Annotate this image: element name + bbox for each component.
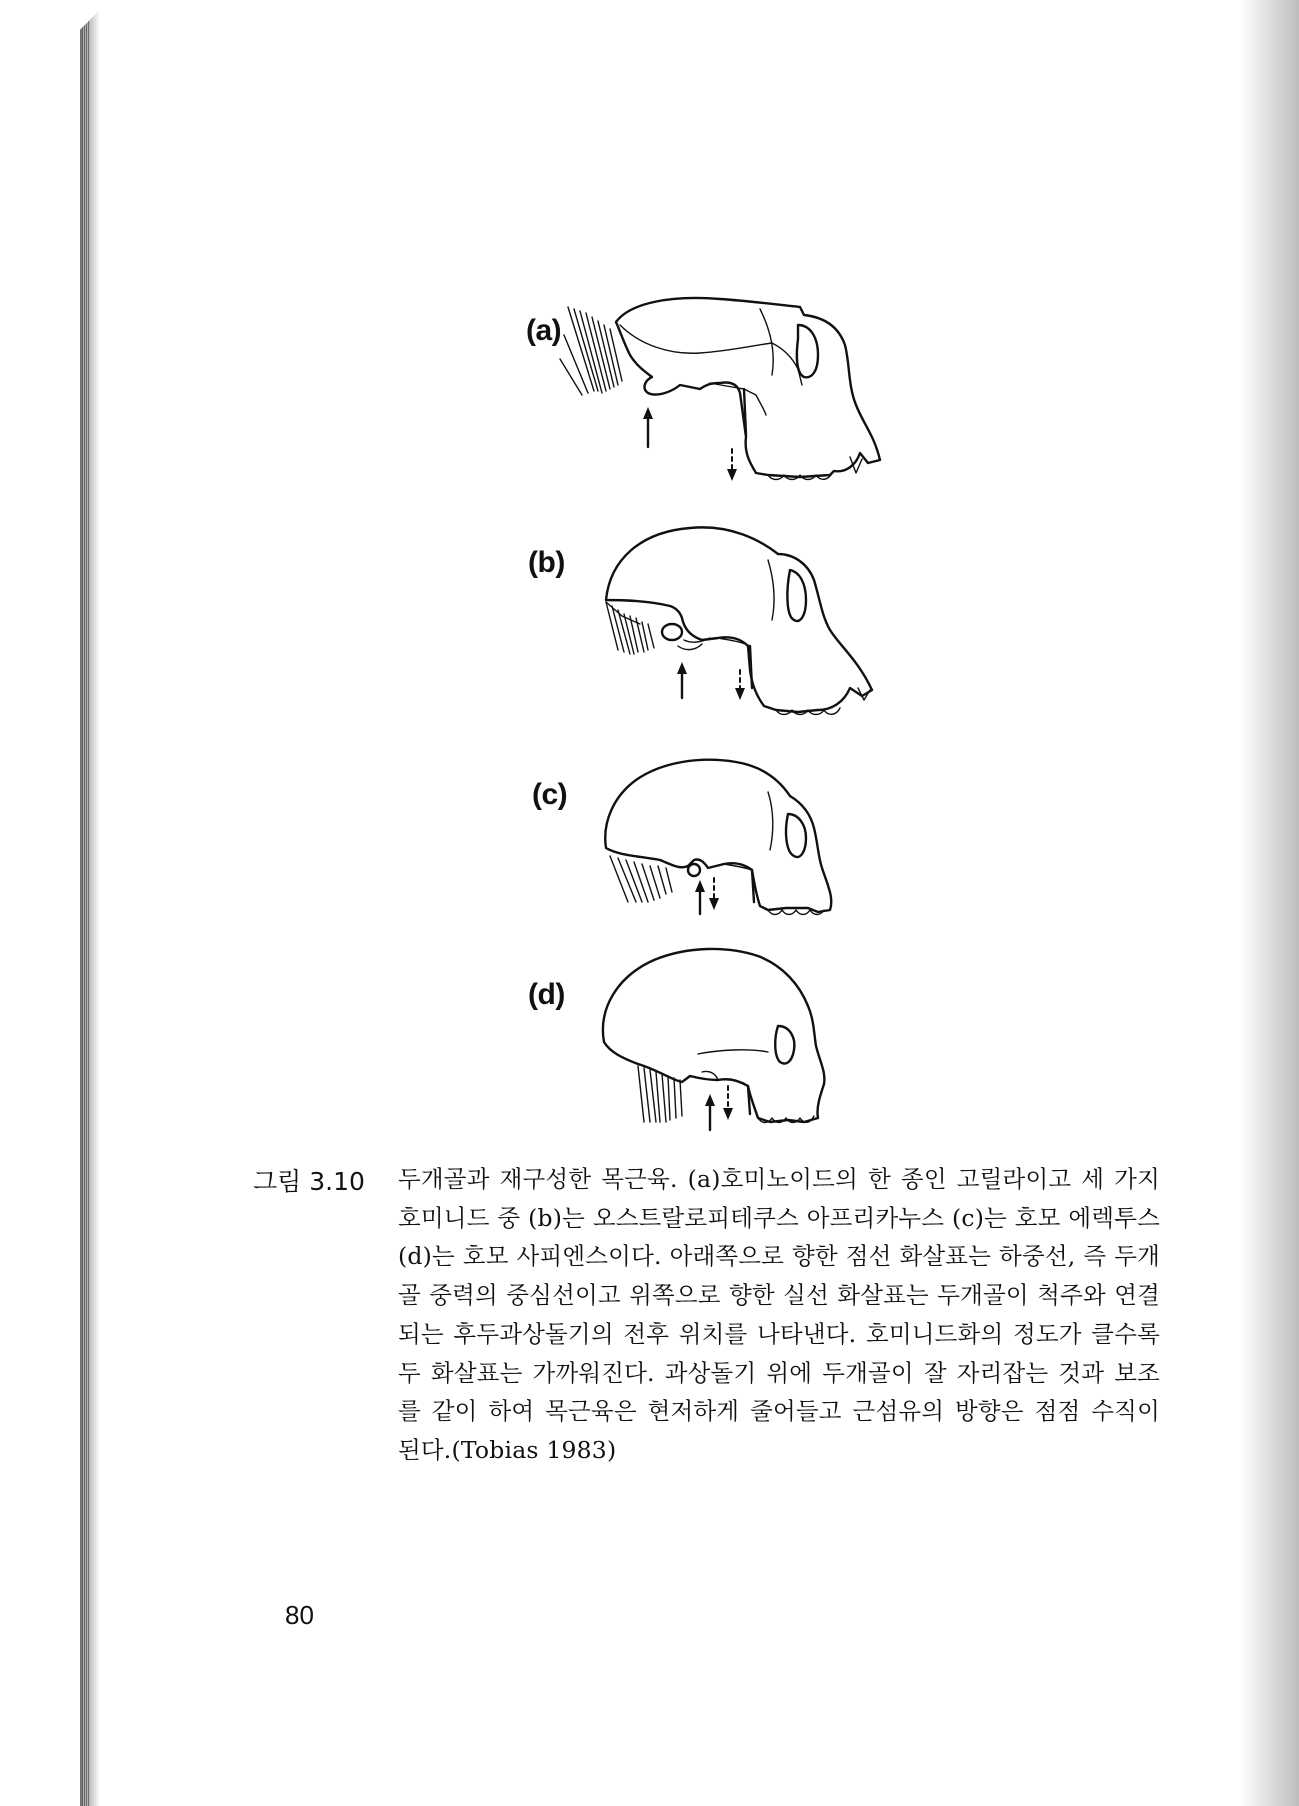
australopithecus-skull-drawing (600, 520, 880, 720)
page-corner (80, 0, 110, 30)
homo-erectus-skull-drawing (600, 752, 840, 927)
panel-b-label: (b) (528, 546, 565, 579)
panel-a-label: (a) (526, 314, 562, 347)
page-stack-lines (82, 0, 90, 1806)
figure-number: 그림 3.10 (253, 1167, 365, 1196)
page-right-shadow (1240, 0, 1299, 1806)
panel-d-label: (d) (528, 978, 565, 1011)
homo-sapiens-skull-drawing (598, 946, 838, 1136)
page-number: 80 (285, 1600, 314, 1630)
gorilla-skull-drawing (560, 285, 880, 495)
figure-caption: 두개골과 재구성한 목근육. (a)호미노이드의 한 종인 고릴라이고 세 가지 호미니드 중 (b)는 오스트랄로피테쿠스 아프리카누스 (c)는 호모 에렉투스 (d)는 호모 사피엔스이다. 아래쪽으로 향한 점선 화살표는 하중선, 즉 두개골 중력의 중심선이고 위쪽으로 향한 실선 화살표는 두개골이 척주와 연결되는 후두과상돌기의 전후 위치를 나타낸다. 호미니드화의 정도가 클수록 두 화살표는 가까워진다. 과상돌기 위에 두개골이 잘 자리잡는 것과 보조를 같이 하여 목근육은 현저하게 줄어들고 근섬유의 방향은 점점 수직이 된다.(Tobias 1983) (398, 1165, 1160, 1464)
panel-c-label: (c) (532, 778, 568, 811)
